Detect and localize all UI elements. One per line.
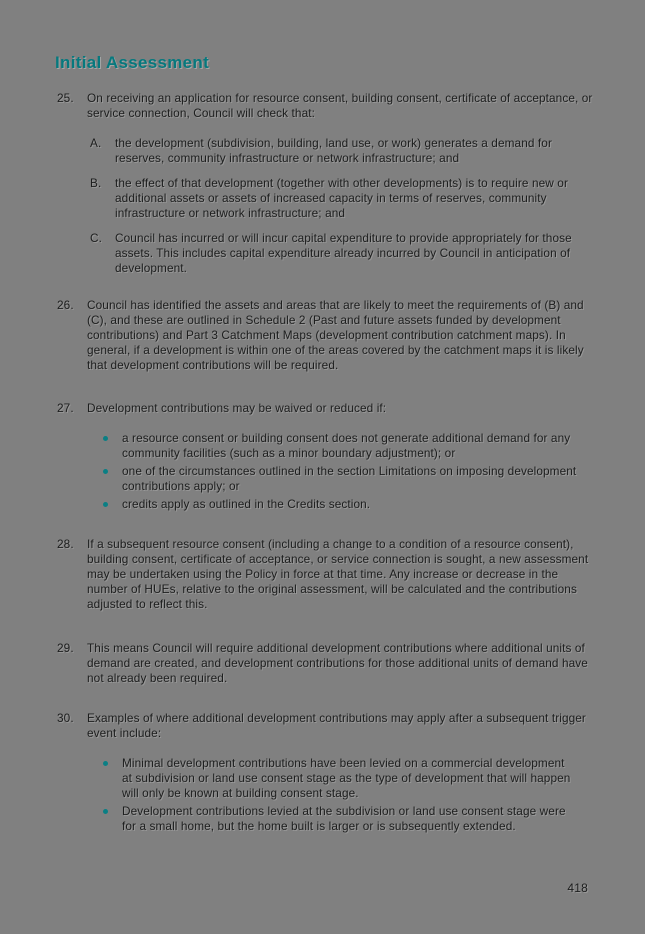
paragraph-28-text: If a subsequent resource consent (including a change to a condition of a resource consent), building consent, certificate of acceptance, or service connection is sought, a new assessment may be undertaken using the Policy in force at that time. Any increase or decrease in the number of HUEs, relative to the original assessment, will be calculated and the contributions adjusted to reflect this.	[87, 537, 589, 611]
paragraph-29-number: 29.	[57, 641, 74, 655]
paragraph-25	[0, 91, 645, 276]
page-number: 418	[567, 881, 588, 895]
bullet-text: Minimal development contributions have been levied on a commercial development at subdivision or land use consent stage as the type of development that will happen will only be known at building consent stage.	[122, 756, 571, 800]
sub-item-b-text: the effect of that development (together with other developments) is to require new or additional assets or assets of increased capacity in terms of reserves, community infrastructure or network infrastructure; and	[115, 176, 568, 220]
paragraph-30-body	[87, 711, 595, 834]
list-item	[103, 497, 595, 512]
sub-item-a	[90, 136, 595, 166]
paragraph-26	[0, 298, 645, 373]
paragraph-28	[0, 537, 645, 612]
paragraph-29-text: This means Council will require additional development contributions where additional units of demand are created, and development contributions for those additional units of demand have not already been required.	[87, 641, 588, 685]
paragraph-30	[0, 711, 645, 834]
paragraph-25-text: On receiving an application for resource consent, building consent, certificate of acceptance, or service connection, Council will check that:	[87, 91, 593, 120]
bullet-text: Development contributions levied at the subdivision or land use consent stage were for a small home, but the home built is larger or is subsequently extended.	[122, 804, 566, 833]
paragraph-30-number: 30.	[57, 711, 74, 725]
paragraph-27	[0, 401, 645, 512]
paragraph-29	[0, 641, 645, 686]
bullet-icon	[103, 436, 108, 441]
paragraph-26-number: 26.	[57, 298, 74, 312]
sub-item-b	[90, 176, 595, 221]
bullet-text: credits apply as outlined in the Credits section.	[122, 497, 371, 511]
bullet-icon	[103, 761, 108, 766]
bullet-icon	[103, 809, 108, 814]
bullet-text: a resource consent or building consent does not generate additional demand for any community facilities (such as a minor boundary adjustment); or	[122, 431, 571, 460]
paragraph-27-body	[87, 401, 595, 512]
bullet-text: one of the circumstances outlined in the section Limitations on imposing development contributions apply; or	[122, 464, 577, 493]
paragraph-30-text: Examples of where additional development contributions may apply after a subsequent trigger event include:	[87, 711, 586, 740]
list-item	[103, 464, 595, 494]
paragraph-26-text: Council has identified the assets and areas that are likely to meet the requirements of (B) and (C), and these are outlined in Schedule 2 (Past and future assets funded by development contributions) and Part 3 Catchment Maps (development contribution catchment maps). In general, if a development is within one of the areas covered by the catchment maps it is likely that development contributions will be required.	[87, 298, 584, 372]
list-item	[103, 431, 595, 461]
paragraph-27-number: 27.	[57, 401, 74, 415]
sub-item-c-label: C.	[90, 231, 102, 245]
paragraph-27-text: Development contributions may be waived or reduced if:	[87, 401, 387, 415]
sub-item-a-text: the development (subdivision, building, land use, or work) generates a demand for reserves, community infrastructure or network infrastructure; and	[115, 136, 552, 165]
sub-item-b-label: B.	[90, 176, 102, 190]
sub-item-a-label: A.	[90, 136, 102, 150]
sub-item-c-text: Council has incurred or will incur capital expenditure to provide appropriately for those assets. This includes capital expenditure already incurred by Council in anticipation of development.	[115, 231, 572, 275]
list-item	[103, 756, 595, 801]
paragraph-30-bullet-list	[103, 756, 595, 834]
list-item	[103, 804, 595, 834]
page-title: Initial Assessment	[55, 53, 210, 72]
paragraph-25-body	[87, 91, 595, 276]
bullet-icon	[103, 469, 108, 474]
bullet-icon	[103, 502, 108, 507]
paragraph-28-number: 28.	[57, 537, 74, 551]
paragraph-27-bullet-list	[103, 431, 595, 512]
paragraph-25-number: 25.	[57, 91, 74, 105]
sub-item-c	[90, 231, 595, 276]
